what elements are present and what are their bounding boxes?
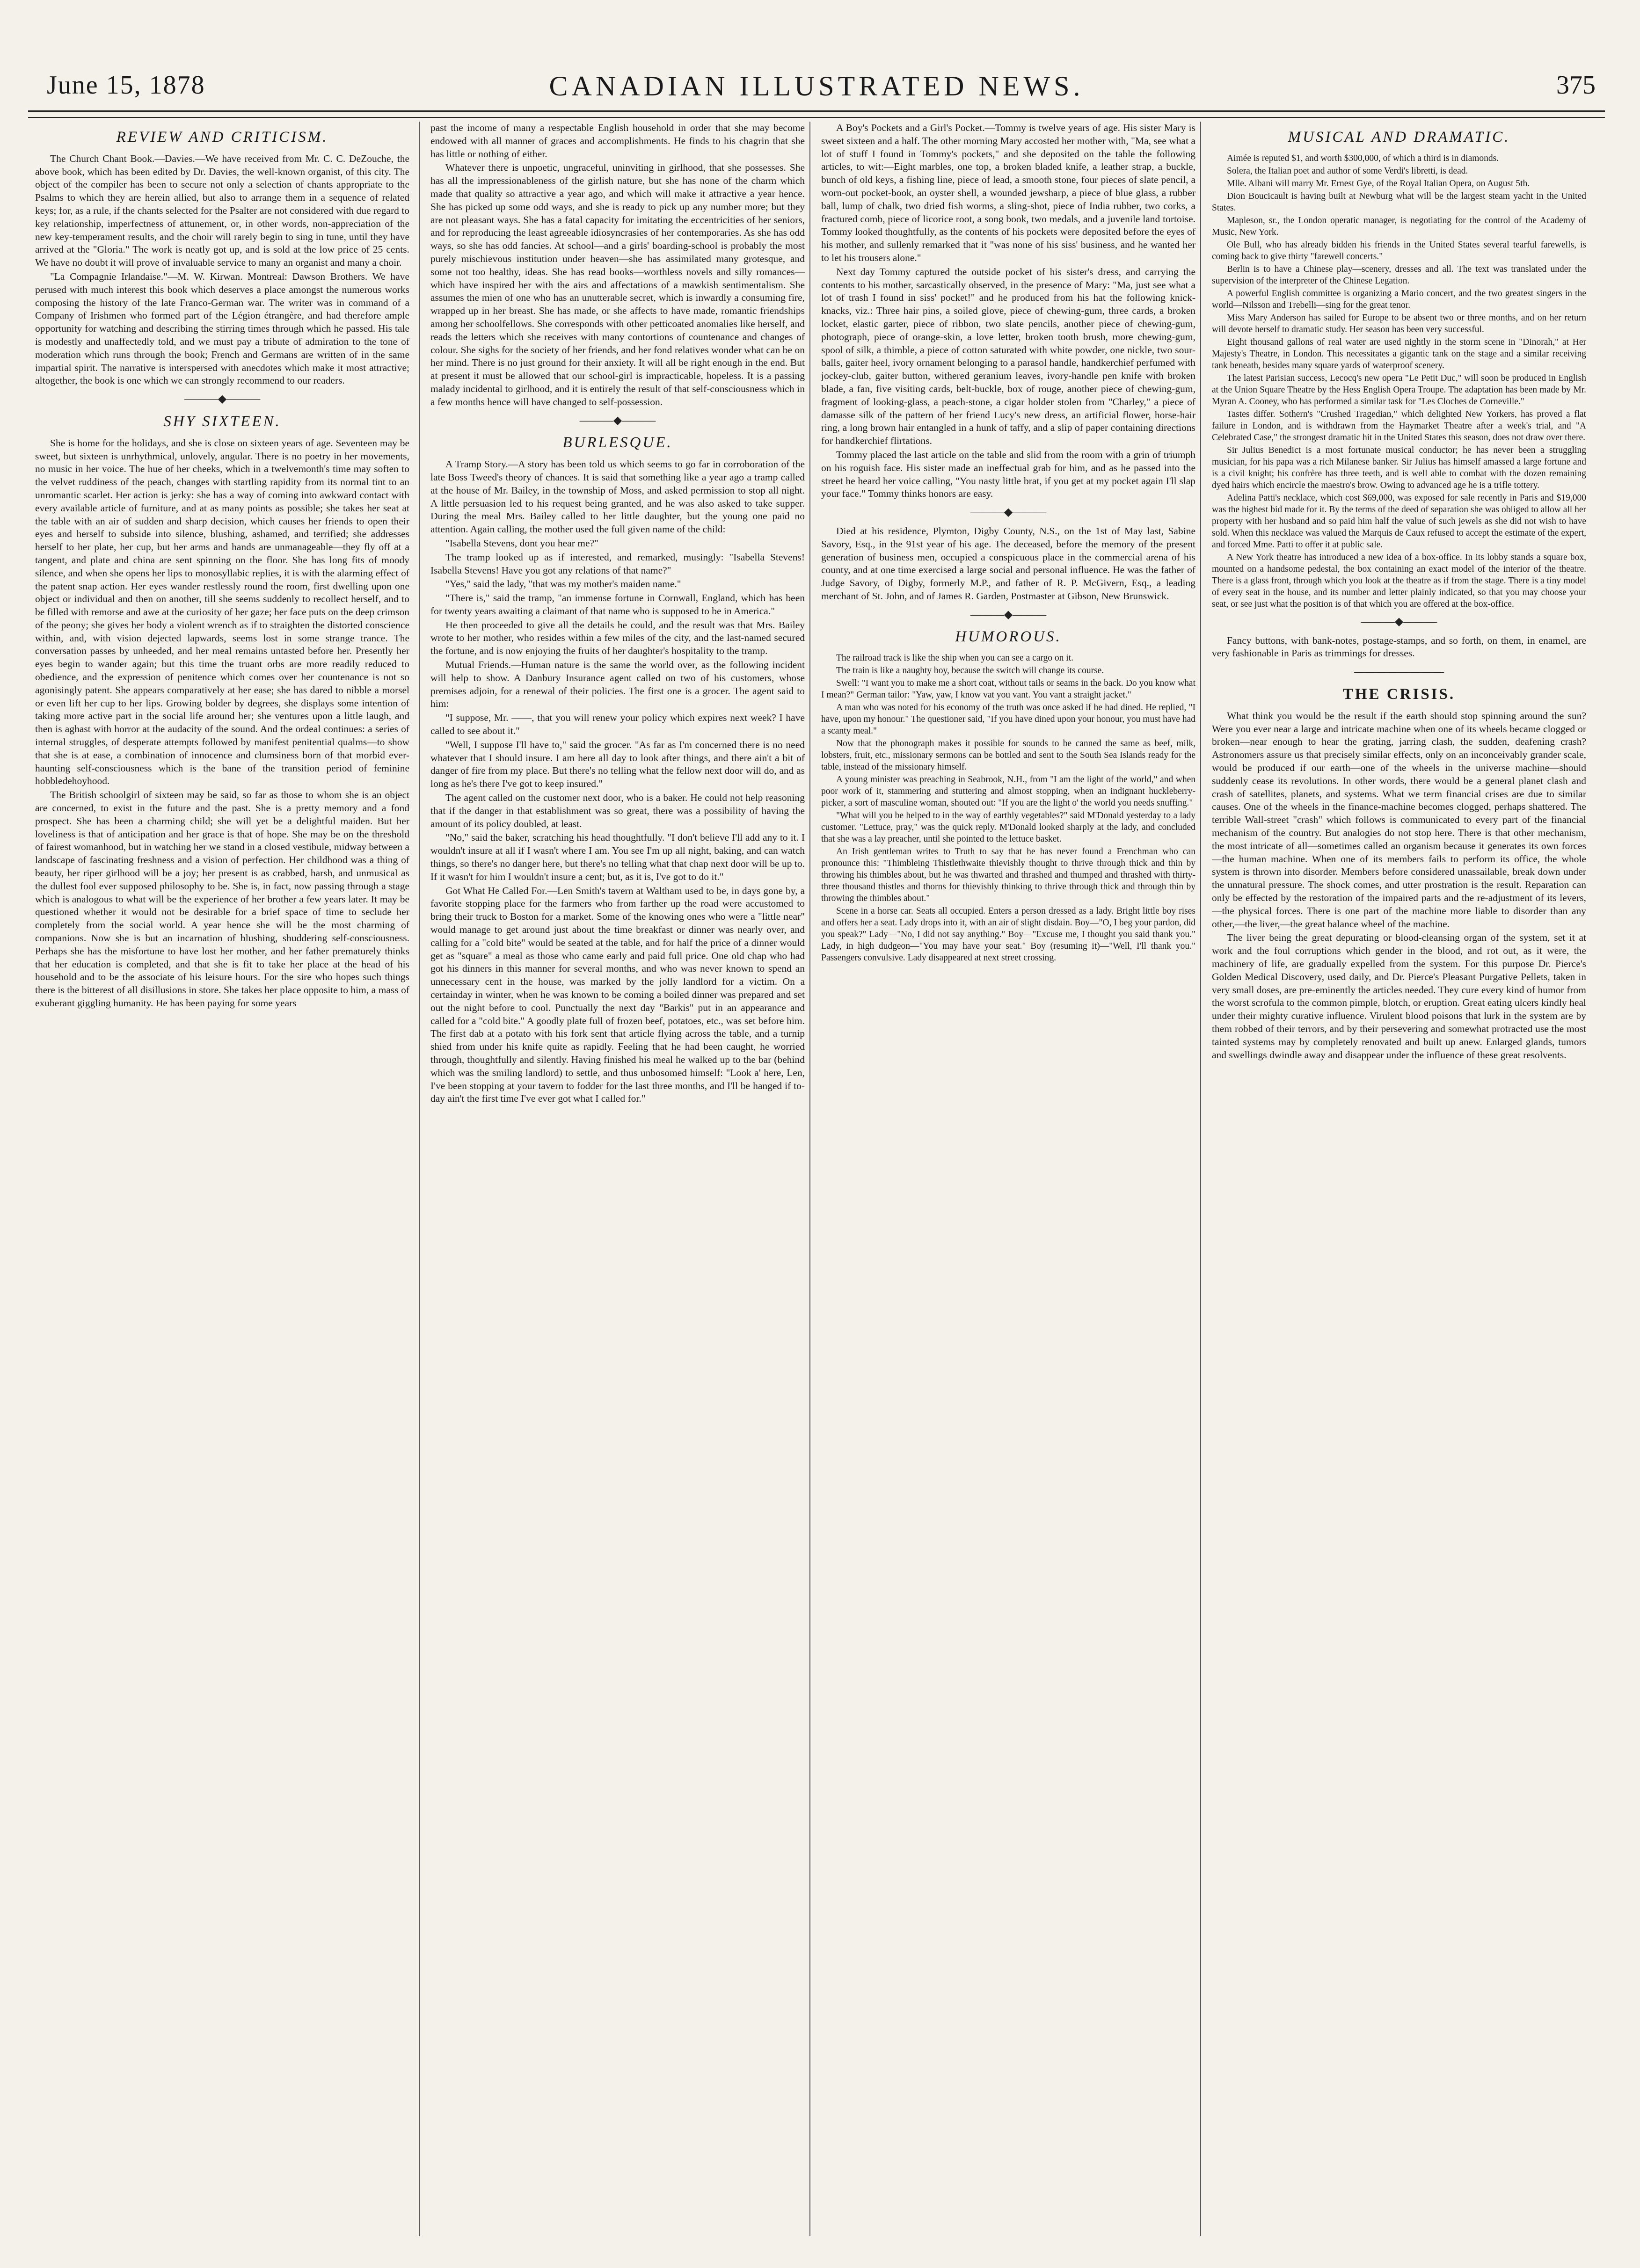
burlesque-paragraph: "Yes," said the lady, "that was my mother's maiden name." [445,578,681,590]
burlesque-paragraph: "Well, I suppose I'll have to," said the grocer. "As far as I'm concerned there is no need whatever that I should insure. I am here all day to look after things, and there ain't a bit of danger of fire from my place. But there's no telling what the fellow next door will do, and as long as he's there I've got to keep insured." [430,739,805,790]
musical-item: Tastes differ. Sothern's "Crushed Tragedian," which delighted New Yorkers, has proved a flat failure in London, and is withdrawn from the Haymarket Theatre after a week's trial, and "A Celebrated Case," the strongest dramatic hit in the United States this season, does not draw over there. [1212,409,1586,443]
musical-item: A powerful English committee is organizing a Mario concert, and the two greatest singers in the world—Nilsson and Trebelli—sing for the great tenor. [1212,288,1586,310]
section-heading-shy-sixteen: SHY SIXTEEN. [163,413,281,430]
column-2 [430,122,805,2236]
ornament-divider: ———◆——— [970,608,1047,621]
musical-item: Adelina Patti's necklace, which cost $69,000, was exposed for sale recently in Paris and $19,000 was the highest bid made for it. By the terms of the deed of separation she was obliged to allow all her property with her husband and so paid him half the value of such jewels as she did not wish to have sold. When this necklace was valued the Marquis de Caux refused to accept the estimate of the expert, and forced Mme. Patti to offer it at public sale. [1212,493,1586,550]
musical-item: Ole Bull, who has already bidden his friends in the United States several tearful farewells, is coming back to give thirty "farewell concerts." [1212,240,1586,262]
burlesque-paragraph: A Boy's Pockets and a Girl's Pocket.—Tommy is twelve years of age. His sister Mary is sweet sixteen and a half. The other morning Mary accosted her mother with, "Ma, see what a lot of stuff I found in Tommy's pockets," and she deposited on the table the following articles, to wit:—Eight marbles, one top, a broken bladed knife, a leather strap, a buckle, bunch of old keys, a fishing line, piece of lead, a smooth stone, four pieces of slate pencil, a worn-out pocket-book, an oyster shell, a wounded jewsharp, a piece of blue glass, a rubber ball, lump of chalk, two dried fish worms, a sling-shot, piece of India rubber, two corks, a fractured comb, piece of licorice root, a song book, two medals, and a juvenile land tortoise. Tommy looked thoughtfully, as the contents of his pockets were deposited before the eyes of his mother, and sullenly remarked that it "was none of his siss' business, and he wanted her to let his trousers alone." [821,122,1195,263]
musical-item: Dion Boucicault is having built at Newburg what will be the largest steam yacht in the United States. [1212,191,1586,213]
review-paragraph: "La Compagnie Irlandaise."—M. W. Kirwan. Montreal: Dawson Brothers. We have perused with much interest this book which deserves a place amongst the numerous works composing the history of the late Franco-German war. The writer was in command of a Company of Irishmen who formed part of the Légion étrangère, and had therefore ample opportunity for watching and describing the stirring times through which he passed. His tale is modestly and unaffectedly told, and we must pay a tribute of admiration to the tone of moderation which runs through the book; French and Germans are written of in the same impartial spirit. The narrative is interspersed with anecdotes which make it most attractive; altogether, the book is one which we can strongly recommend to our readers. [35,270,409,386]
musical-item: Eight thousand gallons of real water are used nightly in the storm scene in "Dinorah," at Her Majesty's Theatre, in London. This necessitates a gigantic tank on the stage and a similar receiving tank beneath, besides many square yards of waterproof scenery. [1212,337,1586,371]
review-paragraph: The Church Chant Book.—Davies.—We have received from Mr. C. C. DeZouche, the above book, which has been edited by Dr. Davies, the well-known organist, of this city. The object of the compiler has been to secure not only a selection of chants appropriate to the Psalms to which they are herein allied, but also to arrange them in a sequence of related keys; for, as a rule, if the chants selected for the Psalter are not considered with due regard to key relationship, imperfectness of attunement, or, in other words, non-appreciation of the new key-temperament results, and the choir will rarely begin to sing in tune, until they have arrived at the "Gloria." The work is neatly got up, and is sold at the low price of 25 cents. We have no doubt it will prove of invaluable service to many an organist and many a choir. [35,153,409,269]
column-divider [809,122,810,2236]
musical-item: Solera, the Italian poet and author of some Verdi's libretti, is dead. [1227,166,1468,176]
humorous-item: "What will you be helped to in the way of earthly vegetables?" said M'Donald yesterday to a lady customer. "Lettuce, pray," was the quick reply. M'Donald looked sharply at the lady, and concluded that she was a lay preacher, until she pointed to the lettuce basket. [821,811,1195,844]
musical-item: Aimée is reputed $1, and worth $300,000, of which a third is in diamonds. [1227,153,1499,163]
column-divider [419,122,420,2236]
musical-item: Berlin is to have a Chinese play—scenery, dresses and all. The text was translated under the supervision of the interpreter of the Chinese Legation. [1212,264,1586,286]
humorous-item: An Irish gentleman writes to Truth to say that he has never found a Frenchman who can pronounce this: "Thimbleing Thistlethwaite thievishly thought to thrive through thick and thin by throwing his thimbles about, but he was thwarted and thrashed and thumped and thrashed with thirty-three thousand thistles and thorns for thievishly thinking to thrive through thick and through thin by throwing the thimbles about." [821,847,1195,904]
burlesque-paragraph: "I suppose, Mr. ——, that you will renew your policy which expires next week? I have called to see about it." [430,712,805,737]
article-paragraph: past the income of many a respectable English household in order that she may become endowed with all manner of graces and accomplishments. He finds to his chagrin that she has little or nothing of either. [430,122,805,160]
header-rule [28,110,1605,118]
ornament-divider: ———◆——— [970,506,1047,519]
column-1 [35,122,409,2236]
article-paragraph: She is home for the holidays, and she is close on sixteen years of age. Seventeen may be sweet, but sixteen is unrhythmical, unlovely, angular. There is no poetry in her movements, no music in her voice. The hue of her cheeks, which in a twelvemonth's time may soften to the velvet ruddiness of the peach, changes with startling rapidity from its normal tint to an unromantic scarlet. Her action is jerky: she has a way of coming into awkward contact with every available article of furniture, and at as many points as possible; she takes her seat at the table with an air of sudden and sharp decision, which causes her friends to open their eyes and herself to subside into silence, blushing, ashamed, and terrified; she addresses herself to her plate, her cup, but her arms and hands are unmanageable—they fly off at a tangent, and plate and china are sent spinning on the floor. She has long fits of moody silence, and when she opens her lips to monosyllabic replies, it is with the alarming effect of the patent snap action. Her eyes wander restlessly round the room, first dwelling upon one object or individual and then on another, till she seems suddenly to recollect herself, and to be filled with remorse and awe at the curiosity of her gaze; her face puts on the deep crimson of the peony; she gives her body a violent wrench as if to straighten the distorted conscience within, and, with vision dejected lapwards, seems lost in some strange trance. The conversation passes by unheeded, and her meal remains untasted before her. Presently her eyes begin to wander again; but this time the truant orbs are more readily reduced to obedience, and the expression of penitence which comes over her countenance is not so agonisingly patent. She appears comparatively at her ease; she has dared to nibble a morsel or even lift her cup to her lips. Growing bolder by degrees, she displays some intention of taking more active part in the social life around her; she ventures upon a little laugh, and then is aghast with horror at the audacity of the sound. And the ordeal continues: a series of internal struggles, of desperate attempts followed by manifest penitential qualms—to show that she is at ease, a combination of innocence and clumsiness born of that morbid ever-haunting self-consciousness which is the bane of the transition period of feminine hobbledehoyhood. [35,437,409,787]
musical-item: Mlle. Albani will marry Mr. Ernest Gye, of the Royal Italian Opera, on August 5th. [1227,178,1530,189]
burlesque-paragraph: The tramp looked up as if interested, and remarked, musingly: "Isabella Stevens! Isabella Stevens! Have you got any relations of that name?" [430,551,805,576]
ornament-divider: ———◆——— [579,414,656,427]
burlesque-paragraph: "No," said the baker, scratching his head thoughtfully. "I don't believe I'll add any to it. I wouldn't insure at all if I wasn't where I am. You see I'm up all night, baking, and can watch things, so there's no danger here, but there's no telling what that chap next door will be up to. If it wasn't for him I wouldn't insure a cent; but, as it is, I've got to do it." [430,832,805,882]
ornament-divider: ———◆——— [1361,615,1437,628]
page-number: 375 [1556,71,1596,100]
musical-item: Sir Julius Benedict is a most fortunate musical conductor; he has never been a struggling musician, for his papa was a rich Milanese banker. Sir Julius has himself amassed a large fortune and is a civil knight; his confrère has three teeth, and is well able to combat with the dozen remaining dyed hairs which encircle the maestro's brow. Owing to advanced age he is a trifle tottery. [1212,445,1586,490]
column-3 [821,122,1195,2236]
section-heading-review: REVIEW AND CRITICISM. [116,129,328,145]
crisis-paragraph: What think you would be the result if the earth should stop spinning around the sun? Were you ever near a large and intricate machine when one of its wheels became clogged or broken—near enough to hear the grating, jarring clash, the sudden, deafening crash? Astronomers assure us that precisely similar effects, only on an inconceivably grander scale, would be produced if our earth—one of the wheels in the universe machine—should suddenly cease its revolutions. In other words, there would be a general planet clash and crash of satellites, planets, and systems. What we term financial crises are due to similar causes. One of the wheels in the finance-machine becomes clogged, perhaps shattered. The terrible Wall-street "crash" which follows is communicated to every part of the financial mechanism of the country. But analogies do not stop here. There is that other mechanism, the most intricate of all—sometimes called an organism because it generates its own forces—the human machine. When one of its members fails to perform its office, the whole system is thrown into disorder. Members before considered unassailable, break down under the unnatural pressure. The shock comes, and utter prostration is the result. Reparation can only be effected by the restoration of the impaired parts and the re-adjustment of its levers,—the physical forces. There is one part of the machine more liable to disorder than any other,—the liver,—the great balance wheel of the machine. [1212,710,1586,930]
burlesque-paragraph: Mutual Friends.—Human nature is the same the world over, as the following incident will help to show. A Danbury Insurance agent called on two of his customers, whose premises adjoin, for a renewal of their policies. The first one is a grocer. The agent said to him: [430,659,805,710]
article-paragraph: Whatever there is unpoetic, ungraceful, uninviting in girlhood, that she possesses. She has all the impressionableness of the girlish nature, but she has none of the charm which made that quality so attractive a year ago, and which will make it attractive a year hence. She has picked up some odd ways, and she is ready to pick up any number more; but they are not pleasant ways. She has a fatal capacity for imitating the eccentricities of her seniors, and for reproducing the least agreeable idiosyncrasies of her contemporaries. As she has odd ways, so she has odd fancies. At school—and a girls' boarding-school is probably the most purely mischievous institution under heaven—she has assimilated many grotesque, and some not too healthy, ideas. She has read books—worthless novels and silly romances—which have inspired her with the airs and affectations of a mawkish sentimentalism. She assumes the mien of one who has an unutterable secret, which is inwardly a consuming fire, wrapped up in her breast. She has made, or she affects to have made, romantic friendships among her schoolfellows. She corresponds with other petticoated anomalies like herself, and reads the letters which she receives with many contortions of countenance and changes of colour. She sighs for the society of her friends, and her fond relatives wonder what can be on her mind. There is no just ground for their anxiety. It will all be right enough in the end. But at present it must be allowed that our school-girl is impracticable, hopeless. It is a passing malady incidental to girlhood, and it is entirely the result of that self-consciousness which in a few months hence will have changed to self-possession. [430,162,805,407]
musical-item: Mapleson, sr., the London operatic manager, is negotiating for the control of the Academy of Music, New York. [1212,215,1586,237]
section-heading-the-crisis: THE CRISIS. [1342,685,1456,703]
obituary-notice: Died at his residence, Plymton, Digby County, N.S., on the 1st of May last, Sabine Savory, Esq., in the 91st year of his age. The deceased, before the memory of the present generation of business men, occupied a conspicuous place in the commercial arena of his county, and at one time exercised a large social and personal influence. He was the father of Judge Savory, of Digby, formerly M.P., and father of R. P. McGivern, Esq., a leading merchant of St. John, and of James R. Garden, Postmaster at Gibson, New Brunswick. [821,525,1195,602]
burlesque-paragraph: Next day Tommy captured the outside pocket of his sister's dress, and carrying the contents to his mother, sarcastically observed, in the presence of Mary: "Ma, just see what a lot of trash I found in siss' pocket!" and he produced from his hat the following knick-knacks, viz.: Three hair pins, a soiled glove, piece of chewing-gum, three cards, a broken locket, elastic garter, piece of ribbon, two slate pencils, another piece of chewing-gum, photograph, piece of orange-skin, a love letter, broken tooth brush, more chewing-gum, spool of silk, a thimble, a piece of cotton saturated with white powder, one nickle, two sour-balls, gaiter heel, ivory ornament belonging to a parasol handle, handkerchief perfumed with jockey-club, gaiter button, withered geranium leaves, ivory-handle pen knife with broken blade, a fan, five visiting cards, belt-buckle, box of rouge, another piece of chewing-gum, fragment of looking-glass, a peach-stone, a cigar holder stolen from "Charley," a piece of damasse silk of the pattern of her friend Lucy's new dress, an artificial flower, horse-hair ring, a long brown hair entangled in a hunk of taffy, and a slip of paper containing directions for handkerchief flirtations. [821,266,1195,447]
burlesque-paragraph: Tommy placed the last article on the table and slid from the room with a grin of triumph on his roguish face. His sister made an ineffectual grab for him, and as he passed into the street he heard her voice calling, "You nasty little brat, if you get at my pocket again I'll slap your face." Tommy thinks honors are easy. [821,449,1195,500]
musical-item: The latest Parisian success, Lecocq's new opera "Le Petit Duc," will soon be produced in English at the Union Square Theatre by the Hess English Opera Troupe. The adaptation has been made by Mr. Myran A. Cooney, who has performed a similar task for "Les Cloches de Corneville." [1212,373,1586,407]
musical-item: A New York theatre has introduced a new idea of a box-office. In its lobby stands a square box, mounted on a handsome pedestal, the box containing an exact model of the interior of the theatre. There is a glass front, through which you look at the theatre as if from the stage. There is a tiny model of every seat in the house, and its number and letter plainly indicated, so that you may choose your seat, or see just what the position is of that which you are offered at the box-office. [1212,552,1586,609]
humorous-item: A man who was noted for his economy of the truth was once asked if he had dined. He replied, "I have, upon my honour." The questioner said, "If you have dined upon your honour, you must have had a scanty meal." [821,703,1195,736]
humorous-item: Swell: "I want you to make me a short coat, without tails or seams in the back. Do you know what I mean?" German tailor: "Yaw, yaw, I know vat you vant. You vant a straight jacket." [821,678,1195,700]
burlesque-paragraph: The agent called on the customer next door, who is a baker. He could not help reasoning that if the danger in that establishment was so great, there was a possibility of having the amount of its policy doubled, at least. [430,792,805,829]
humorous-item: The train is like a naughty boy, because the switch will change its course. [836,666,1104,676]
page-header [28,70,1605,108]
burlesque-paragraph: Got What He Called For.—Len Smith's tavern at Waltham used to be, in days gone by, a favorite stopping place for the farmers who from farther up the road were accustomed to bring their truck to Boston for a market. Some of the knowing ones who were a "little near" would manage to get around just about the time breakfast or dinner was nearly over, and calling for a "cold bite" would be seated at the table, and for half the price of a dinner would get as "square" a meal as those who came early and paid full price. One old chap who had got his dinners in this manner for several months, and who was never known to spend an unnecessary cent in the house, was marked by the jolly landlord for a victim. On a certainday in winter, when he was known to be coming a boiled dinner was prepared and set out the night before to cool. Punctually the next day "Barkis" put in an appearance and called for a "cold bite." A goodly plate full of frozen beef, potatoes, etc., was set before him. The first dab at a potato with his fork sent that article flying across the table, and a turnip shied from under his knife quite as rapidly. Feeling that he had been caught, he worried through, thoughtfully and silently. Having finished his meal he walked up to the bar (behind which was the smiling landlord) to settle, and thus unbosomed himself: "Look a' here, Len, I've been stopping at your tavern to fodder for the last three months, and I'll be hanged if to-day ain't the first time I've ever got what I called for." [430,885,805,1105]
humorous-item: Scene in a horse car. Seats all occupied. Enters a person dressed as a lady. Bright little boy rises and offers her a seat. Lady drops into it, with an air of slight disdain. Boy—"O, I beg your pardon, did you speak?" Lady—"No, I did not say anything." Boy—"Excuse me, I thought you said thank you." Lady, in high dudgeon—"You may have your seat." Boy (resuming it)—"Well, I'll thank you." Passengers convulsive. Lady disappeared at next street crossing. [821,906,1195,963]
burlesque-paragraph: "Isabella Stevens, dont you hear me?" [445,537,598,549]
ornament-divider: ———◆——— [184,393,261,406]
issue-date: June 15, 1878 [47,71,205,100]
burlesque-paragraph: He then proceeded to give all the details he could, and the result was that Mrs. Bailey wrote to her mother, who resides within a few miles of the city, and the last-named secured the fortune, and is now enjoying the fruits of her daughter's hospitality to the tramp. [430,619,805,657]
column-4 [1212,122,1586,2236]
humorous-item: Now that the phonograph makes it possible for sounds to be canned the same as beef, milk, lobsters, fruit, etc., missionary sermons can be bottled and sent to the South Sea Islands ready for the table, instead of the missionary himself. [821,739,1195,772]
musical-item: Miss Mary Anderson has sailed for Europe to be absent two or three months, and on her return will devote herself to dramatic study. Her season has been very successful. [1212,313,1586,334]
crisis-paragraph: The liver being the great depurating or blood-cleansing organ of the system, set it at work and the foul corruptions which gender in the blood, and rot out, as it were, the machinery of life, are gradually expelled from the system. For this purpose Dr. Pierce's Golden Medical Discovery, used daily, and Dr. Pierce's Pleasant Purgative Pellets, taken in very small doses, are pre-eminently the articles needed. They cure every kind of humor from the worst scrofula to the common pimple, blotch, or eruption. Great eating ulcers kindly heal under their mighty curative influence. Virulent blood poisons that lurk in the system are by them robbed of their terrors, and by their persevering and somewhat protracted use the most tainted systems may by completely renovated and built up anew. Enlarged glands, tumors and swellings dwindle away and disappear under the influence of these great resolvents. [1212,932,1586,1061]
humorous-item: A young minister was preaching in Seabrook, N.H., from "I am the light of the world," and when poor work of it, stammering and stuttering and almost stopping, when an indignant huckleberry-picker, a sort of masculine woman, shouted out: "If you are the light o' the world you needs snuffing." [821,775,1195,808]
burlesque-paragraph: "There is," said the tramp, "an immense fortune in Cornwall, England, which has been for twenty years awaiting a claimant of that name who is supposed to be in America." [430,592,805,617]
article-paragraph: The British schoolgirl of sixteen may be said, so far as those to whom she is an object are concerned, to exist in the future and the past. She is a pretty memory and a fond prospect. She has been a charming child; she will yet be a delightful maiden. But her loveliness is that of anticipation and her grace is that of hope. She may be on the threshold of fairest womanhood, but in watching her we stand in a closed vestibule, midway between a landscape of fascinating freshness and a vision of perfection. Her childhood was a thing of beauty, her riper girlhood will be a joy; her present is as crabbed, harsh, and unmusical as the dullest fool ever supposed philosophy to be. She is, in fact, now passing through a stage which is analogous to what will be the experience of her brother a few years later. It may be questioned whether it would not be desirable for a brief space of time to seclude her completely from the social world. A year hence she will be the most charming of companions. Now she is but an incarnation of blushing, shuddering self-consciousness. Perhaps she has the misfortune to have lost her mother, and her father prematurely thinks that her education is completed, and that she is fit to take her place at the head of his household and to be the associate of his leisure hours. For the sire who hopes such things there is the bitterest of all disillusions in store. She takes her place opposite to him, a mass of exuberant giggling humanity. He has been paying for some years [35,789,409,1009]
column-divider [1200,122,1201,2236]
musical-item: Fancy buttons, with bank-notes, postage-stamps, and so forth, on them, in enamel, are very fashionable in Paris as trimmings for dresses. [1212,634,1586,659]
section-heading-burlesque: BURLESQUE. [562,434,673,451]
ornament-divider: ———————— [1354,666,1444,678]
burlesque-paragraph: A Tramp Story.—A story has been told us which seems to go far in corroboration of the late Boss Tweed's theory of chances. It is said that something like a year ago a tramp called at the house of Mr. Bailey, in the township of Moss, and asked permission to stop all night. A little persuasion led to his request being granted, and he was also asked to take supper. During the meal Mrs. Bailey called to her little daughter, but the young one paid no attention. Again calling, the mother used the full given name of the child: [430,458,805,535]
masthead-title: CANADIAN ILLUSTRATED NEWS. [549,71,1084,102]
section-heading-musical-dramatic: MUSICAL AND DRAMATIC. [1288,129,1510,145]
humorous-item: The railroad track is like the ship when you can see a cargo on it. [836,653,1074,663]
section-heading-humorous: HUMOROUS. [955,628,1062,646]
